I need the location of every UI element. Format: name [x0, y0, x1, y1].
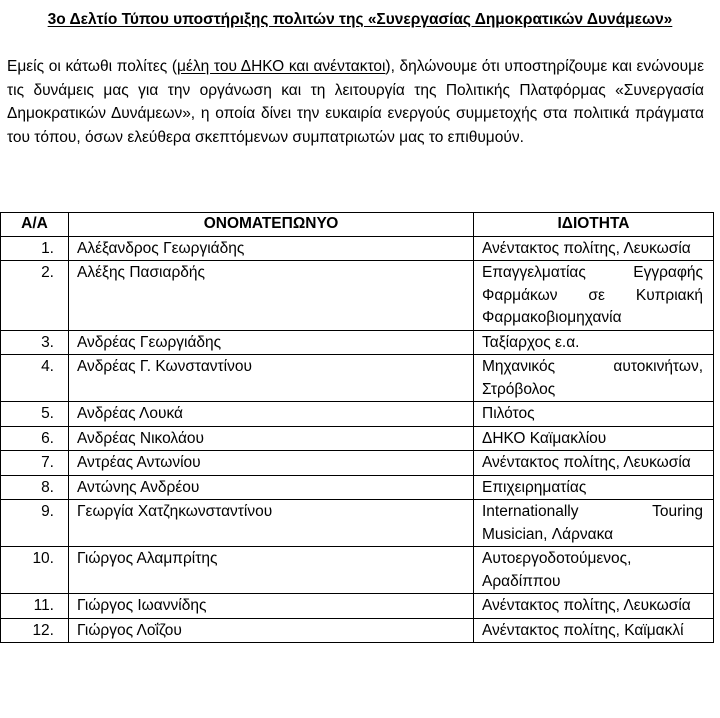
row-name: Γιώργος Αλαμπρίτης	[69, 547, 474, 594]
row-name: Ανδρέας Γ. Κωνσταντίνου	[69, 355, 474, 402]
row-number: 9.	[1, 500, 69, 547]
row-occupation: Πιλότος	[474, 402, 714, 427]
row-name: Γιώργος Λοΐζου	[69, 618, 474, 643]
table-row	[1, 594, 714, 619]
table-row	[1, 236, 714, 261]
table-row	[1, 547, 714, 594]
row-name: Ανδρέας Νικολάου	[69, 426, 474, 451]
table-header-row	[1, 213, 714, 237]
header-number: Α/Α	[1, 213, 69, 237]
row-number: 8.	[1, 475, 69, 500]
row-occupation: ΔΗΚΟ Καϊμακλίου	[474, 426, 714, 451]
row-number: 7.	[1, 451, 69, 476]
supporters-table	[0, 212, 714, 643]
row-occupation: Ανέντακτος πολίτης, Λευκωσία	[474, 236, 714, 261]
row-occupation: Αυτοεργοδοτούμενος, Αραδίππου	[474, 547, 714, 594]
row-occupation: Internationally Touring Musician, Λάρνακα	[474, 500, 714, 547]
row-name: Αντρέας Αντωνίου	[69, 451, 474, 476]
table-row	[1, 402, 714, 427]
table-row	[1, 426, 714, 451]
table-row	[1, 355, 714, 402]
table-row	[1, 618, 714, 643]
table-row	[1, 330, 714, 355]
table-row	[1, 500, 714, 547]
row-occupation: Ανέντακτος πολίτης, Λευκωσία	[474, 451, 714, 476]
intro-underlined-text: μέλη του ΔΗΚΟ και ανέντακτοι	[177, 58, 386, 75]
row-occupation: Ανέντακτος πολίτης, Καϊμακλί	[474, 618, 714, 643]
row-name: Αλέξης Πασιαρδής	[69, 261, 474, 331]
row-name: Αντώνης Ανδρέου	[69, 475, 474, 500]
row-number: 6.	[1, 426, 69, 451]
row-number: 11.	[1, 594, 69, 619]
row-number: 2.	[1, 261, 69, 331]
table-row	[1, 451, 714, 476]
press-release-title	[0, 9, 720, 31]
row-occupation: Ταξίαρχος ε.α.	[474, 330, 714, 355]
header-name: ΟΝΟΜΑΤΕΠΩΝΥΟ	[69, 213, 474, 237]
row-name: Αλέξανδρος Γεωργιάδης	[69, 236, 474, 261]
row-occupation: Ανέντακτος πολίτης, Λευκωσία	[474, 594, 714, 619]
row-occupation: Επαγγελματίας Εγγραφής Φαρμάκων σε Κυπριακή Φαρμακοβιομηχανία	[474, 261, 714, 331]
row-number: 3.	[1, 330, 69, 355]
header-occupation: ΙΔΙΟΤΗΤΑ	[474, 213, 714, 237]
title-text: 3ο Δελτίο Τύπου υποστήριξης πολιτών της «Συνεργασίας Δημοκρατικών Δυνάμεων»	[47, 11, 673, 28]
row-occupation: Μηχανικός αυτοκινήτων, Στρόβολος	[474, 355, 714, 402]
row-number: 4.	[1, 355, 69, 402]
row-number: 5.	[1, 402, 69, 427]
row-name: Ανδρέας Λουκά	[69, 402, 474, 427]
row-number: 12.	[1, 618, 69, 643]
table-row	[1, 261, 714, 331]
row-name: Γιώργος Ιωαννίδης	[69, 594, 474, 619]
row-name: Γεωργία Χατζηκωνσταντίνου	[69, 500, 474, 547]
table-row	[1, 475, 714, 500]
row-number: 10.	[1, 547, 69, 594]
row-number: 1.	[1, 236, 69, 261]
intro-text-end: ), δηλώνουμε ότι υποστηρίζουμε και ενώνουμε τις δυνάμεις μας για την οργάνωση και τη λειτουργία της Πολιτικής Πλατφόρμας «Συνεργασία Δημοκρατικών Δυνάμεων», η οποία δίνει την ευκαιρία ενεργούς συμμετοχής στα πολιτικά πράγματα του τόπου, όσων ελεύθερα σκεπτόμενων συμπατριωτών μας το επιθυμούν.	[7, 58, 704, 146]
intro-text-start: Εμείς οι κάτωθι πολίτες (	[7, 58, 178, 75]
row-occupation: Επιχειρηματίας	[474, 475, 714, 500]
intro-paragraph	[7, 55, 704, 149]
row-name: Ανδρέας Γεωργιάδης	[69, 330, 474, 355]
